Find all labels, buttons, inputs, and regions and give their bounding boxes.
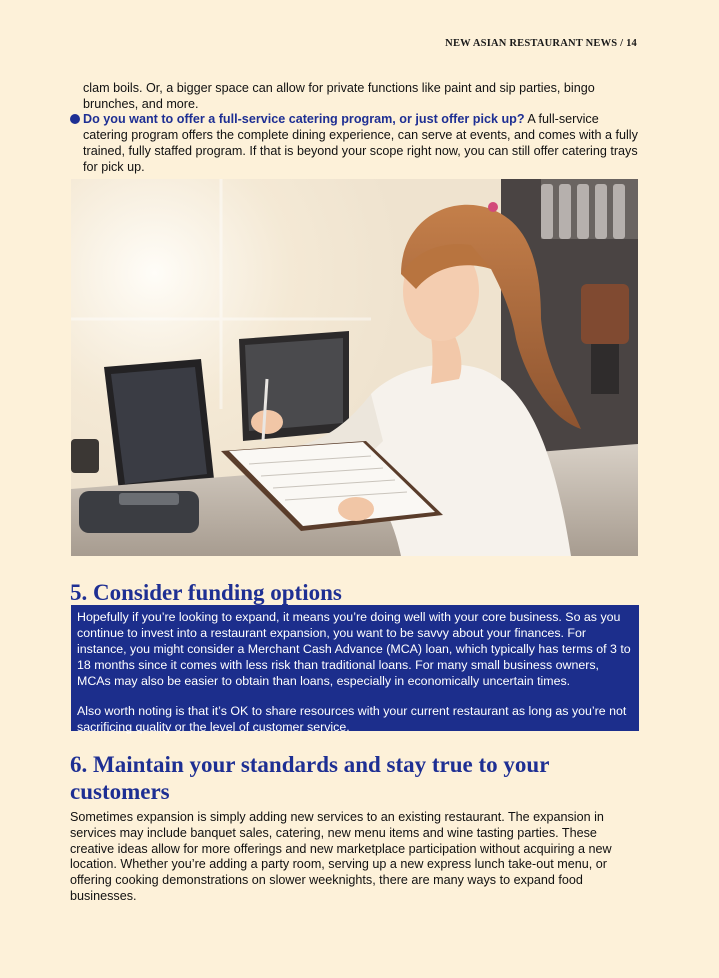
funding-callout-box xyxy=(71,605,639,734)
section5-heading: 5. Consider funding options xyxy=(70,580,342,605)
section6-heading: 6. Maintain your standards and stay true to your customers xyxy=(70,752,550,804)
photo-woman-writing-at-counter xyxy=(71,179,638,556)
intro-continuation xyxy=(83,80,643,112)
callout-paragraph-2: Also worth noting is that it’s OK to share resources with your current restaurant as long as you’re not sacrificing quality or the level of customer service. xyxy=(77,704,627,734)
running-head: NEW ASIAN RESTAURANT NEWS / 14 xyxy=(445,38,637,49)
intro-paragraph: clam boils. Or, a bigger space can allow for private functions like paint and sip parties, bingo brunches, and more. xyxy=(83,81,595,111)
callout-paragraph-1: Hopefully if you’re looking to expand, it means you’re doing well with your core business. So as you continue to invest into a restaurant expansion, you want to be savvy about your finances. For instance, you might consider a Merchant Cash Advance (MCA) loan, which typically has terms of 3 to 18 months since it comes with less risk than traditional loans. For many small business owners, MCAs may also be easier to obtain than loans, especially in economically uncertain times. xyxy=(77,610,631,688)
section6-paragraph: Sometimes expansion is simply adding new services to an existing restaurant. The expansion in services may include banquet sales, catering, new menu items and wine tasting parties. These creative ideas allow for more offerings and new marketplace participation without acquiring a new location. Whether you’re adding a party room, serving up a new express lunch take-out menu, or offering cooking demonstrations on slower weeknights, there are many ways to expand food businesses. xyxy=(70,810,612,903)
bullet-text xyxy=(83,111,645,175)
photo-illustration xyxy=(71,179,638,556)
bullet-answer: A full-service catering program offers the complete dining experience, can serve at events, and comes with a fully trained, fully staffed program. If that is beyond your scope right now, you can still offer catering trays for pick up. xyxy=(83,112,638,174)
bullet-question: Do you want to offer a full-service catering program, or just offer pick up? xyxy=(83,112,525,126)
bullet-item-catering xyxy=(70,111,645,175)
bullet-dot-icon xyxy=(70,114,80,124)
